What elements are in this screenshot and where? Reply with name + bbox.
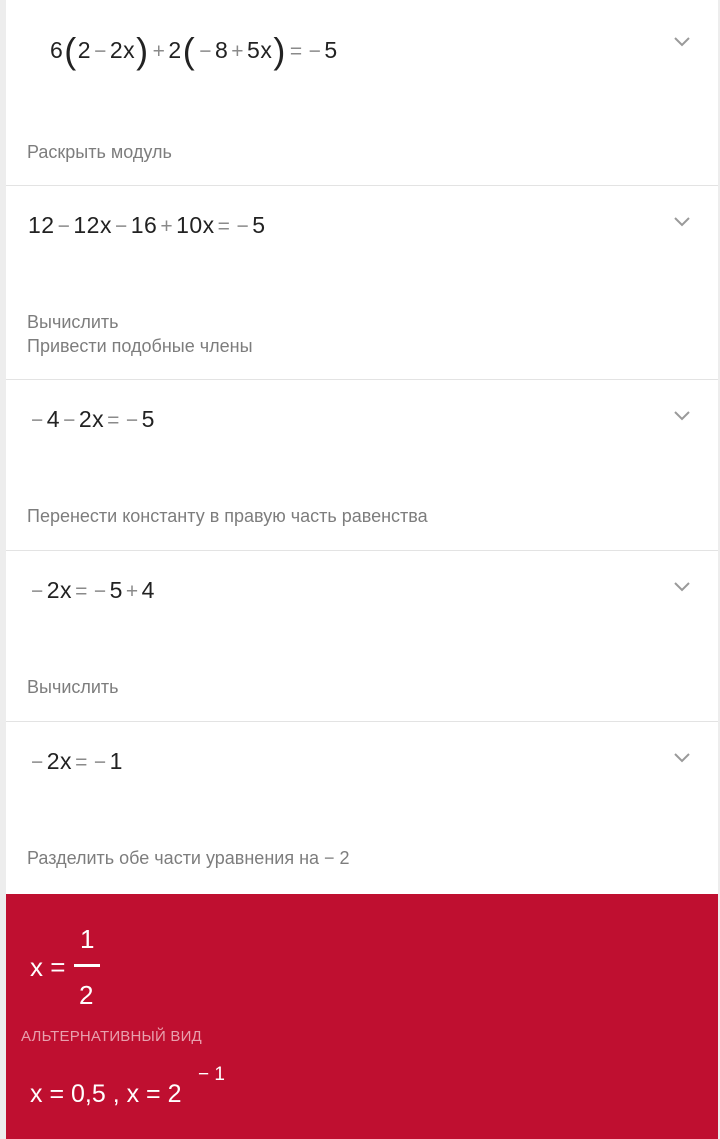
step-description (27, 675, 119, 699)
step-card[interactable] (6, 0, 718, 186)
step-description (27, 310, 253, 358)
expression-term: 2x (78, 406, 105, 432)
expression-parenthesis: ( (64, 30, 77, 71)
step-description (27, 504, 428, 528)
result-lhs: x = (30, 952, 66, 982)
step-description-line: Вычислить (27, 312, 119, 332)
result-denominator: 2 (79, 980, 94, 1010)
expression-operator: − (31, 409, 44, 432)
step-description-line: Привести подобные члены (27, 336, 253, 356)
step-expression (28, 406, 155, 433)
expression-term: 12x (73, 212, 112, 238)
chevron-down-icon[interactable] (672, 577, 692, 597)
step-description-line: Вычислить (27, 677, 119, 697)
expression-term: 2 (168, 37, 182, 63)
expression-operator: − (125, 409, 139, 432)
expression-term: 5 (109, 577, 123, 603)
expression-operator: + (152, 40, 166, 63)
expression-operator: − (93, 580, 107, 603)
expression-term: 4 (141, 577, 155, 603)
chevron-down-icon[interactable] (672, 32, 692, 52)
step-description (27, 846, 350, 870)
step-card[interactable] (6, 186, 718, 380)
chevron-down-icon[interactable] (672, 748, 692, 768)
expression-operator: = (289, 40, 303, 63)
expression-operator: + (231, 40, 245, 63)
fraction-bar (74, 964, 100, 967)
expression-term: 8 (214, 37, 229, 63)
expression-operator: = (107, 409, 120, 432)
expression-term: 5 (324, 37, 338, 63)
expression-parenthesis: ) (273, 30, 286, 71)
step-card[interactable] (6, 722, 718, 893)
expression-operator: = (217, 215, 231, 238)
expression-parenthesis: ( (182, 30, 196, 71)
expression-term: 2x (46, 748, 73, 774)
step-description-line: Перенести константу в правую часть равенства (27, 506, 428, 526)
expression-operator: − (31, 751, 44, 774)
expression-term: 2 (77, 37, 92, 63)
alternative-form-label: АЛЬТЕРНАТИВНЫЙ ВИД (21, 1028, 202, 1045)
expression-operator: − (114, 215, 128, 238)
expression-term: 12 (28, 212, 55, 238)
expression-operator: − (236, 215, 250, 238)
expression-term: 1 (109, 748, 123, 774)
step-card[interactable] (6, 380, 718, 551)
expression-operator: − (63, 409, 76, 432)
expression-operator: + (160, 215, 174, 238)
step-expression (28, 748, 123, 775)
step-card[interactable] (6, 551, 718, 722)
result-numerator: 1 (80, 924, 95, 954)
expression-term: 16 (130, 212, 158, 238)
chevron-down-icon[interactable] (672, 212, 692, 232)
step-description-line: Разделить обе части уравнения на − 2 (27, 848, 350, 868)
expression-term: 5 (252, 212, 266, 238)
expression-term: 2x (109, 37, 136, 63)
expression-operator: − (199, 40, 212, 63)
expression-operator: − (94, 40, 107, 63)
expression-operator: + (125, 580, 139, 603)
chevron-down-icon[interactable] (672, 406, 692, 426)
expression-operator: = (75, 751, 88, 774)
expression-operator: − (57, 215, 71, 238)
step-expression (50, 30, 338, 72)
expression-operator: − (308, 40, 322, 63)
step-description-line: Раскрыть модуль (27, 142, 172, 162)
alternative-form-exponent: − 1 (198, 1064, 225, 1085)
expression-term: 10x (176, 212, 215, 238)
step-expression (28, 212, 266, 239)
step-description (27, 140, 172, 164)
expression-term: 4 (46, 406, 61, 432)
expression-operator: = (75, 580, 88, 603)
expression-term: 6 (50, 37, 64, 63)
alternative-form-expression: x = 0,5 , x = 2 (30, 1080, 182, 1108)
step-expression (28, 577, 155, 604)
expression-term: 2x (46, 577, 73, 603)
expression-operator: − (31, 580, 44, 603)
expression-parenthesis: ) (136, 30, 149, 71)
expression-operator: − (93, 751, 107, 774)
expression-term: 5x (247, 37, 273, 63)
expression-term: 5 (141, 406, 155, 432)
